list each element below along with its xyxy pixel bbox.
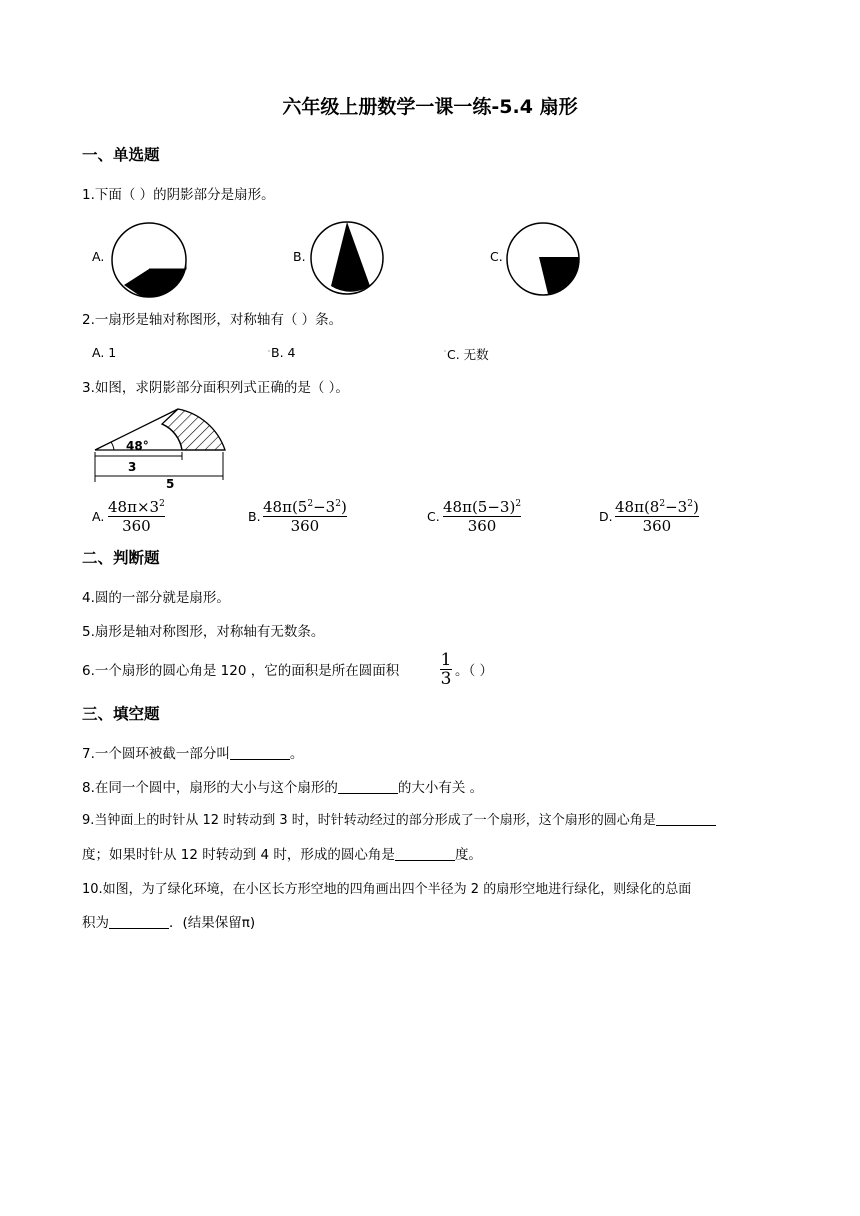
question-1-stem: 1.下面（ ）的阴影部分是扇形。 <box>82 187 275 203</box>
q3-option-c-formula: $48\pi(5-3)^2$ 360 <box>443 498 522 535</box>
q3-inner-radius-label: 3 <box>128 460 137 474</box>
q10-answer-blank[interactable] <box>109 914 169 929</box>
q2-option-a: A. 1 <box>92 345 117 360</box>
q1-option-a-label: A. <box>92 249 105 264</box>
question-8-stem: 8.在同一个圆中，扇形的大小与这个扇形的 的大小有关 。 <box>82 780 484 796</box>
question-9-line-2: 度；如果时针从 12 时转动到 4 时，形成的圆心角是 度。 <box>82 847 482 863</box>
question-4-stem: 4.圆的一部分就是扇形。 <box>82 590 230 606</box>
question-5-stem: 5.扇形是轴对称图形，对称轴有无数条。 <box>82 624 325 640</box>
q2-option-c: C. 无数 <box>447 347 489 362</box>
q3-option-d-label: D. <box>599 509 613 524</box>
question-2-stem: 2.一扇形是轴对称图形，对称轴有（ ）条。 <box>82 312 343 328</box>
q6-fraction-one-third: 1 3 <box>440 650 452 689</box>
q1-option-b-figure <box>309 220 385 296</box>
question-9-line-1: 9.当钟面上的时针从 12 时转动到 3 时，时针转动经过的部分形成了一个扇形，这个扇形的圆心角是 <box>82 811 716 831</box>
question-10-line-1: 10.如图，为了绿化环境，在小区长方形空地的四角画出四个半径为 2 的扇形空地进行绿化，则绿化的总面 <box>82 882 692 897</box>
question-3-stem: 3.如图，求阴影部分面积列式正确的是（ ）。 <box>82 380 349 396</box>
q7-answer-blank[interactable] <box>230 745 290 760</box>
pen-mark: ' <box>268 349 270 357</box>
q3-option-b-label: B. <box>248 509 261 524</box>
question-7-stem: 7.一个圆环被截一部分叫 。 <box>82 746 304 762</box>
page-title: 六年级上册数学一课一练-5.4 扇形 <box>282 96 578 118</box>
q8-answer-blank[interactable] <box>338 779 398 794</box>
section-heading-judgement: 二、判断题 <box>82 549 160 567</box>
q6-answer-bracket: 。（ ） <box>455 663 494 679</box>
q1-option-c-label: C. <box>490 249 503 264</box>
q3-option-a-label: A. <box>92 509 105 524</box>
q1-option-b-label: B. <box>293 249 306 264</box>
q3-angle-label: 48° <box>126 439 149 453</box>
q9-answer-blank-1[interactable] <box>656 811 716 826</box>
q3-option-b-formula: $48\pi(5^2-3^2)$ 360 <box>263 498 347 535</box>
q3-outer-radius-label: 5 <box>166 477 175 491</box>
question-6-stem: 6.一个扇形的圆心角是 120 ，它的面积是所在圆面积 <box>82 663 400 679</box>
question-10-line-2: 积为 ．(结果保留π) <box>82 915 256 931</box>
section-heading-single-choice: 一、单选题 <box>82 146 160 164</box>
q3-option-d-formula: $48\pi(8^2-3^2)$ 360 <box>615 498 699 535</box>
q3-option-c-label: C. <box>427 509 440 524</box>
section-heading-fill-blank: 三、填空题 <box>82 705 160 723</box>
q1-option-a-figure <box>110 221 188 299</box>
q2-option-b: B. 4 <box>271 345 296 360</box>
q3-annulus-sector-figure <box>90 406 230 491</box>
q9-answer-blank-2[interactable] <box>395 846 455 861</box>
q1-option-c-figure <box>505 221 581 297</box>
q3-option-a-formula: $48\pi\times 3^2$ 360 <box>108 498 165 535</box>
pen-mark: ' <box>444 349 446 357</box>
